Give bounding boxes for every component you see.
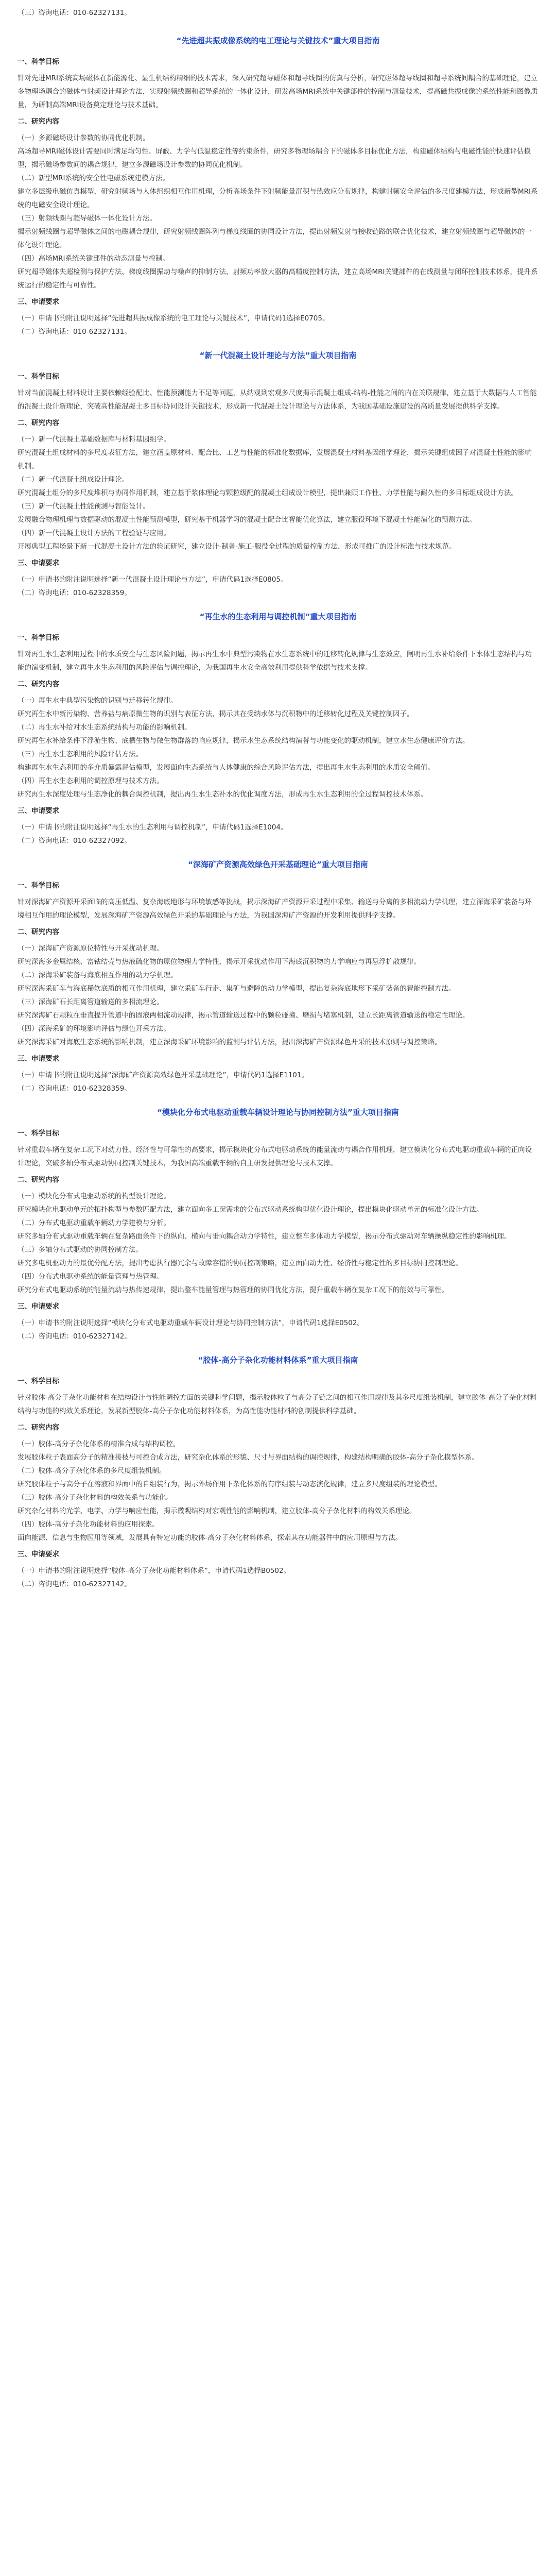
paragraph: （二）深海采矿装备与海底相互作用的动力学机理。 [18, 971, 178, 979]
section-title: “模块化分布式电驱动重载车辆设计理论与协同控制方法”重大项目指南 [157, 1108, 399, 1117]
paragraph: （二）咨询电话：010-62327142。 [18, 1580, 131, 1588]
paragraph: 研究深海采矿车与海底稀软底质的相互作用机理，建立采矿车行走、集矿与避障的动力学模型，提出复杂海底地形下采矿装备的智能控制方法。 [18, 985, 456, 993]
paragraph: （二）新一代混凝土组成设计理论。 [18, 476, 129, 484]
paragraph: （二）分布式电驱动重载车辆动力学建模与分析。 [18, 1219, 170, 1227]
paragraph: （一）深海矿产资源原位特性与开采扰动机理。 [18, 944, 164, 953]
section-heading: 一、科学目标 [18, 1377, 59, 1385]
paragraph: 针对再生水生态利用过程中的水质安全与生态风险问题，揭示再生水中典型污染物在水生态系统中的迁移转化规律与生态效应，阐明再生水补给条件下水体生态结构与功能的演变机制，建立再生水生态利用的风险评估与调控理论，为我国再生水安全高效利用提供科学依据与技术支撑。 [18, 650, 532, 672]
guide-section [18, 858, 538, 1095]
paragraph: 揭示射频线圈与超导磁体之间的电磁耦合规律，研究射频线圈阵列与梯度线圈的协同设计方法，提出射频发射与接收链路的联合优化技术，建立射频线圈与超导磁体的一体化设计理论。 [18, 228, 532, 249]
paragraph: 发展融合物理机理与数据驱动的混凝土性能预测模型，研究基于机器学习的混凝土配合比智能优化算法，建立服役环境下混凝土性能演化的预测方法。 [18, 516, 476, 524]
paragraph: （一）申请书的附注说明选择“胶体-高分子杂化功能材料体系”，申请代码1选择B0502。 [18, 1567, 291, 1575]
guide-section [18, 610, 538, 848]
paragraph: 研究深海矿石颗粒在垂直提升管道中的固液两相流动规律，揭示管道输送过程中的颗粒碰撞、磨损与堵塞机制，建立长距离管道输送的稳定性理论。 [18, 1011, 470, 1020]
paragraph: 研究多轴分布式驱动重载车辆在复杂路面条件下的纵向、横向与垂向耦合动力学特性，建立整车多体动力学模型，揭示分布式驱动对车辆操纵稳定性的影响机理。 [18, 1232, 511, 1241]
paragraph: 研究分布式电驱动系统的能量流动与热传递规律，提出整车能量管理与热管理的协同优化方法，提升重载车辆在复杂工况下的能效与可靠性。 [18, 1286, 448, 1294]
paragraph: （三）多轴分布式驱动的协同控制方法。 [18, 1246, 143, 1254]
section-title: “新一代混凝土设计理论与方法”重大项目指南 [199, 351, 357, 360]
paragraph: 针对重载车辆在复杂工况下对动力性、经济性与可靠性的高要求，揭示模块化分布式电驱动系统的能量流动与耦合作用机理，建立模块化分布式电驱动重载车辆的正向设计理论，突破多轴分布式驱动协同控制关键技术，为我国高端重载车辆的自主研发提供理论与技术支撑。 [18, 1146, 532, 1167]
paragraph: （四）再生水生态利用的调控原理与技术方法。 [18, 777, 164, 785]
paragraph: 研究深海多金属结核、富钴结壳与热液硫化物的原位物理力学特性，揭示开采扰动作用下海底沉积物的力学响应与再悬浮扩散规律。 [18, 958, 421, 966]
paragraph: 研究再生水深度处理与生态净化的耦合调控机制，提出再生水生态补水的优化调度方法，形成再生水生态利用的全过程调控技术体系。 [18, 790, 428, 799]
section-heading: 一、科学目标 [18, 882, 59, 890]
paragraph: （二）咨询电话：010-62327142。 [18, 1332, 131, 1341]
paragraph: 研究模块化电驱动单元的拓扑构型与参数匹配方法，建立面向多工况需求的分布式驱动系统构型优化设计理论，提出模块化驱动单元的标准化设计方法。 [18, 1206, 483, 1214]
paragraph: 构建再生水生态利用的多介质暴露评估模型，发展面向生态系统与人体健康的综合风险评估方法，提出再生水生态利用的水质安全阈值。 [18, 764, 435, 772]
paragraph: （二）咨询电话：010-62328359。 [18, 589, 131, 597]
paragraph: 建立多层级电磁仿真模型，研究射频场与人体组织相互作用机理，分析高场条件下射频能量沉积与热效应分布规律，构建射频安全评估的多尺度建模方法，形成新型MRI系统的电磁安全设计理论。 [18, 188, 538, 209]
paragraph: （三）深海矿石长距离管道输送的多相流理论。 [18, 998, 164, 1006]
section-heading: 三、申请要求 [18, 1302, 59, 1311]
paragraph: 研究超导磁体失超检测与保护方法、梯度线圈振动与噪声的抑制方法、射频功率放大器的高精度控制方法，建立高场MRI关键部件的在线测量与闭环控制技术体系，提升系统运行的稳定性与可靠性。 [18, 268, 538, 290]
paragraph: （一）再生水中典型污染物的识别与迁移转化规律。 [18, 697, 178, 705]
paragraph: （一）多源磁场设计参数的协同优化机制。 [18, 134, 150, 142]
section-heading: 三、申请要求 [18, 559, 59, 567]
paragraph: （二）胶体-高分子杂化体系的多尺度组装机制。 [18, 1467, 166, 1475]
paragraph: （四）高场MRI系统关键部件的动态测量与控制。 [18, 255, 170, 263]
paragraph: 针对先进MRI系统高场磁体在新能源化、显生机结构精细的技术需求，深入研究超导磁体和超导线圈的仿真与分析，研究磁体超导线圈和超导系统间耦合的基础理论，建立多物理场耦合的磁体与射频设计理论方法，实现射频线圈和超导系统的一体化设计，研发高场MRI系统中关键部件的控制与测量技术，提高磁共振成像的系统性能和图像质量，为研制高端MRI设备奠定理论与技术基础。 [18, 74, 538, 109]
paragraph: 研究再生水中新污染物、营养盐与病原微生物的识别与表征方法，揭示其在受纳水体与沉积物中的迁移转化过程及关键控制因子。 [18, 710, 414, 718]
section-heading: 一、科学目标 [18, 58, 59, 66]
paragraph: 研究混凝土组成材料的多尺度表征方法，建立涵盖原材料、配合比、工艺与性能的标准化数据库，发展混凝土材料基因组学理论，揭示关键组成因子对混凝土性能的影响机制。 [18, 449, 532, 470]
paragraph: 研究杂化材料的光学、电学、力学与响应性能，揭示微观结构对宏观性能的影响机制，建立胶体-高分子杂化材料的构效关系理论。 [18, 1507, 416, 1515]
paragraph: （二）咨询电话：010-62327131。 [18, 328, 131, 336]
paragraph: （四）分布式电驱动系统的能量管理与热管理。 [18, 1273, 164, 1281]
paragraph: （一）申请书的附注说明选择“模块化分布式电驱动重载车辆设计理论与协同控制方法”，申请代码1选择E0502。 [18, 1319, 364, 1327]
paragraph: （一）申请书的附注说明选择“先进超共振成像系统的电工理论与关键技术”，申请代码1选择E0705。 [18, 314, 329, 323]
paragraph: 研究胶体粒子与高分子在溶液和界面中的自组装行为，揭示外场作用下杂化体系的有序组装与动态演化规律，建立多尺度组装的理论模型。 [18, 1480, 442, 1488]
paragraph: （四）新一代混凝土设计方法的工程验证与应用。 [18, 529, 170, 537]
section-heading: 一、科学目标 [18, 1129, 59, 1138]
section-heading: 三、申请要求 [18, 298, 59, 306]
paragraph: （一）申请书的附注说明选择“再生水的生态利用与调控机制”，申请代码1选择E1004。 [18, 823, 288, 832]
section-heading: 一、科学目标 [18, 634, 59, 642]
guide-sections [18, 34, 538, 1591]
paragraph: （三）射频线圈与超导磁体一体化设计方法。 [18, 214, 157, 223]
section-heading: 三、申请要求 [18, 807, 59, 815]
paragraph: 研究再生水补给条件下浮游生物、底栖生物与微生物群落的响应规律，揭示水生态系统结构演替与功能变化的驱动机制，建立水生态健康评价方法。 [18, 737, 470, 745]
section-heading: 二、研究内容 [18, 117, 59, 126]
paragraph: （二）再生水补给对水生态系统结构与功能的影响机制。 [18, 723, 192, 732]
guide-section [18, 34, 538, 338]
paragraph: 针对深海矿产资源开采面临的高压低温、复杂海底地形与环境敏感等挑战，揭示深海矿产资源开采过程中采集、输送与分离的多相流动力学机理，建立深海采矿装备与环境相互作用的理论模型，发展深海矿产资源高效绿色开采的基础理论与方法，为我国深海矿产资源的开发利用提供科学支撑。 [18, 898, 532, 920]
section-heading: 一、科学目标 [18, 372, 59, 381]
section-title: “胶体-高分子杂化功能材料体系”重大项目指南 [198, 1355, 358, 1365]
paragraph: （四）胶体-高分子杂化功能材料的应用探索。 [18, 1520, 159, 1529]
paragraph: （二）咨询电话：010-62328359。 [18, 1084, 131, 1093]
paragraph: 研究深海采矿对海底生态系统的影响机制，建立深海采矿环境影响的监测与评估方法，提出深海矿产资源绿色开采的技术原则与调控策略。 [18, 1038, 442, 1046]
paragraph: （三）胶体-高分子杂化材料的构效关系与功能化。 [18, 1494, 173, 1502]
section-heading: 三、申请要求 [18, 1055, 59, 1063]
paragraph: 研究混凝土组分的多尺度堆积与协同作用机制，建立基于浆体理论与颗粒级配的混凝土组成设计模型，提出兼顾工作性、力学性能与耐久性的多目标组成设计方法。 [18, 489, 518, 497]
section-title: “再生水的生态利用与调控机制”重大项目指南 [199, 612, 357, 621]
section-heading: 二、研究内容 [18, 928, 59, 936]
paragraph: （四）深海采矿的环境影响评估与绿色开采方法。 [18, 1025, 170, 1033]
section-heading: 二、研究内容 [18, 680, 59, 688]
paragraph: 面向能源、信息与生物医用等领域，发展具有特定功能的胶体-高分子杂化材料体系，探索其在功能器件中的应用原理与方法。 [18, 1534, 403, 1542]
paragraph: 高场超导MRI磁体设计需要同时满足均匀性、屏蔽、力学与低温稳定性等约束条件，研究多物理场耦合下的磁体多目标优化方法，构建磁体结构与电磁性能的快速评估模型，揭示磁场参数间的耦合规律，建立多源磁场设计参数的协同优化机制。 [18, 147, 531, 169]
paragraph: 发展胶体粒子表面高分子的精准接枝与可控合成方法，研究杂化体系的形貌、尺寸与界面结构的调控规律，构建结构明确的胶体-高分子杂化模型体系。 [18, 1453, 479, 1462]
paragraph: （一）新一代混凝土基础数据库与材料基因组学。 [18, 435, 170, 444]
paragraph: （二）咨询电话：010-62327092。 [18, 837, 131, 845]
paragraph: （一）模块化分布式电驱动系统的构型设计理论。 [18, 1192, 170, 1200]
paragraph: （一）申请书的附注说明选择“深海矿产资源高效绿色开采基础理论”，申请代码1选择E1101。 [18, 1071, 308, 1079]
paragraph: （三）再生水生态利用的风险评估方法。 [18, 750, 143, 758]
guide-section [18, 1106, 538, 1343]
header-contact: （三）咨询电话：010-62327131。 [18, 9, 131, 17]
paragraph: （二）新型MRI系统的安全性电磁系统建模方法。 [18, 174, 170, 182]
guide-section [18, 1353, 538, 1591]
paragraph: （一）胶体-高分子杂化体系的精准合成与结构调控。 [18, 1440, 180, 1448]
paragraph: （一）申请书的附注说明选择“新一代混凝土设计理论与方法”，申请代码1选择E0805。 [18, 575, 288, 584]
section-heading: 二、研究内容 [18, 419, 59, 427]
section-title: “深海矿产资源高效绿色开采基础理论”重大项目指南 [188, 860, 368, 869]
section-heading: 三、申请要求 [18, 1550, 59, 1558]
paragraph: 针对胶体-高分子杂化功能材料在结构设计与性能调控方面的关键科学问题，揭示胶体粒子与高分子链之间的相互作用规律及其多尺度组装机制，建立胶体-高分子杂化材料结构与功能的构效关系理论，发展新型胶体-高分子杂化功能材料体系，为高性能功能材料的创制提供科学基础。 [18, 1394, 537, 1415]
section-heading: 二、研究内容 [18, 1423, 59, 1432]
guide-section [18, 349, 538, 600]
section-title: “先进超共振成像系统的电工理论与关键技术”重大项目指南 [176, 36, 380, 45]
paragraph: 研究多电机驱动力的最优分配方法，提出考虑执行器冗余与故障容错的协同控制策略，建立面向动力性、经济性与稳定性的多目标协同控制理论。 [18, 1259, 462, 1267]
paragraph: 开展典型工程场景下新一代混凝土设计方法的验证研究，建立设计-制备-施工-服役全过程的质量控制方法，形成可推广的设计标准与技术规范。 [18, 543, 456, 551]
paragraph: （三）新一代混凝土性能预测与智能设计。 [18, 502, 150, 511]
section-heading: 二、研究内容 [18, 1176, 59, 1184]
paragraph: 针对当前混凝土材料设计主要依赖经验配比、性能预测能力不足等问题，从纳观到宏观多尺度揭示混凝土组成-结构-性能之间的内在关联规律，建立基于大数据与人工智能的混凝土设计新理论，突破高性能混凝土多目标协同设计关键技术，形成新一代混凝土设计理论与方法体系，为我国基础设施建设的高质量发展提供科学支撑。 [18, 389, 537, 411]
